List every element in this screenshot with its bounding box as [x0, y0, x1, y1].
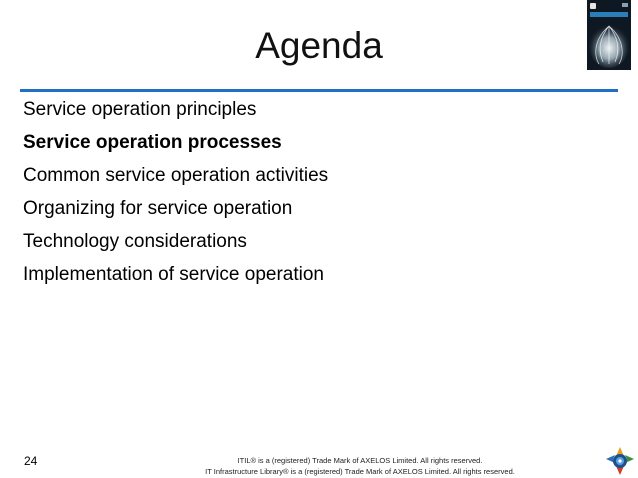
agenda-item: Technology considerations: [23, 231, 247, 252]
slide-title: Agenda: [255, 25, 383, 66]
footer-legal: [140, 455, 580, 477]
agenda-item: Implementation of service operation: [23, 264, 324, 285]
footer-line-1: ITIL® is a (registered) Trade Mark of AXELOS Limited. All rights reserved.: [237, 456, 483, 465]
agenda-item: Service operation principles: [23, 99, 257, 120]
footer-line-2: IT Infrastructure Library® is a (registered) Trade Mark of AXELOS Limited. All rights reserved.: [205, 467, 515, 476]
agenda-item: Common service operation activities: [23, 165, 329, 186]
itil-lifecycle-badge-icon: [603, 445, 637, 477]
cover-logo-icon: [590, 3, 596, 9]
cover-badge-icon: [622, 3, 628, 7]
agenda-list: [23, 93, 328, 291]
agenda-item: Organizing for service operation: [23, 198, 293, 219]
agenda-item-current: Service operation processes: [23, 132, 282, 153]
cover-band: [590, 12, 628, 17]
book-cover-icon: [587, 0, 631, 70]
cover-art-icon: [587, 18, 631, 70]
page-number: 24: [24, 454, 38, 468]
title-divider: [20, 89, 618, 92]
